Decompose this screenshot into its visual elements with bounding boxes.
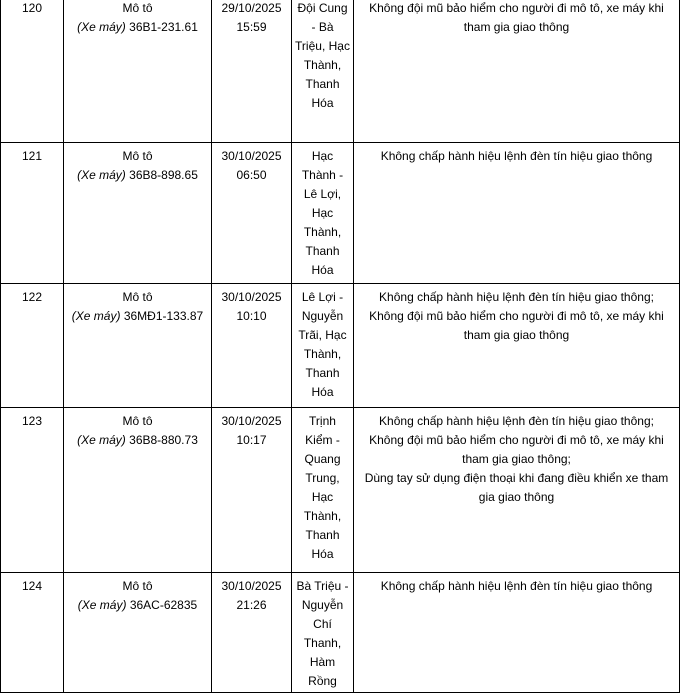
violation-date: 30/10/2025 [221, 149, 282, 163]
vehicle-kind: (Xe máy) [77, 598, 127, 612]
violation-time: 06:50 [236, 168, 267, 182]
row-number: 122 [1, 284, 64, 408]
violation-line: Không chấp hành hiệu lệnh đèn tín hiệu giao thông; [379, 414, 654, 428]
violation-time: 10:17 [236, 433, 267, 447]
license-plate: 36B8-880.73 [129, 433, 198, 447]
location-cell: Đội Cung - Bà Triệu, Hạc Thành, Thanh Hóa [292, 0, 354, 143]
location-cell: Trịnh Kiểm - Quang Trung, Hạc Thành, Thanh Hóa [292, 408, 354, 573]
license-plate: 36AC-62835 [129, 598, 198, 612]
table-row [1, 143, 680, 284]
vehicle-kind: (Xe máy) [77, 20, 126, 34]
violation-time: 15:59 [236, 20, 267, 34]
datetime-cell [212, 284, 292, 408]
vehicle-kind: (Xe máy) [71, 309, 121, 323]
violation-line: Không đội mũ bảo hiểm cho người đi mô tô, xe máy khi tham gia giao thông; [369, 433, 664, 466]
row-number: 123 [1, 408, 64, 573]
table-row [1, 0, 680, 143]
row-number: 120 [1, 0, 64, 143]
violation-date: 30/10/2025 [221, 414, 282, 428]
violation-line: Không chấp hành hiệu lệnh đèn tín hiệu giao thông [380, 579, 653, 593]
vehicle-kind: (Xe máy) [77, 168, 126, 182]
datetime-cell [212, 408, 292, 573]
violation-time: 21:26 [236, 598, 267, 612]
license-plate: 36MĐ1-133.87 [123, 309, 204, 323]
vehicle-type: Mô tô [122, 579, 153, 593]
violation-date: 30/10/2025 [221, 579, 282, 593]
violation-cell [354, 143, 680, 284]
violation-line: Không chấp hành hiệu lệnh đèn tín hiệu giao thông [380, 149, 653, 163]
table-row [1, 573, 680, 693]
violation-cell [354, 284, 680, 408]
license-plate: 36B1-231.61 [129, 20, 198, 34]
table-row [1, 408, 680, 573]
violation-line: Không đội mũ bảo hiểm cho người đi mô tô, xe máy khi tham gia giao thông [369, 309, 664, 342]
row-number: 121 [1, 143, 64, 284]
violation-cell [354, 408, 680, 573]
violation-cell [354, 0, 680, 143]
row-number: 124 [1, 573, 64, 693]
table-row [1, 284, 680, 408]
vehicle-cell [64, 143, 212, 284]
location-cell: Lê Lợi - Nguyễn Trãi, Hạc Thành, Thanh Hóa [292, 284, 354, 408]
vehicle-cell [64, 408, 212, 573]
location-cell: Hạc Thành - Lê Lợi, Hạc Thành, Thanh Hóa [292, 143, 354, 284]
license-plate: 36B8-898.65 [129, 168, 198, 182]
vehicle-cell [64, 0, 212, 143]
violation-line: Dùng tay sử dụng điện thoại khi đang điều khiển xe tham gia giao thông [364, 471, 669, 504]
datetime-cell [212, 0, 292, 143]
vehicle-kind: (Xe máy) [77, 433, 126, 447]
vehicle-cell [64, 284, 212, 408]
violation-date: 30/10/2025 [221, 290, 282, 304]
violation-date: 29/10/2025 [221, 1, 282, 15]
violation-cell [354, 573, 680, 693]
datetime-cell [212, 573, 292, 693]
datetime-cell [212, 143, 292, 284]
vehicle-type: Mô tô [122, 149, 153, 163]
location-cell: Bà Triệu - Nguyễn Chí Thanh, Hàm Rồng [292, 573, 354, 693]
vehicle-type: Mô tô [122, 414, 153, 428]
vehicle-type: Mô tô [122, 290, 153, 304]
violation-time: 10:10 [236, 309, 267, 323]
violation-line: Không đội mũ bảo hiểm cho người đi mô tô, xe máy khi tham gia giao thông [369, 1, 664, 34]
vehicle-type: Mô tô [122, 1, 153, 15]
vehicle-cell [64, 573, 212, 693]
violation-line: Không chấp hành hiệu lệnh đèn tín hiệu giao thông; [379, 290, 654, 304]
